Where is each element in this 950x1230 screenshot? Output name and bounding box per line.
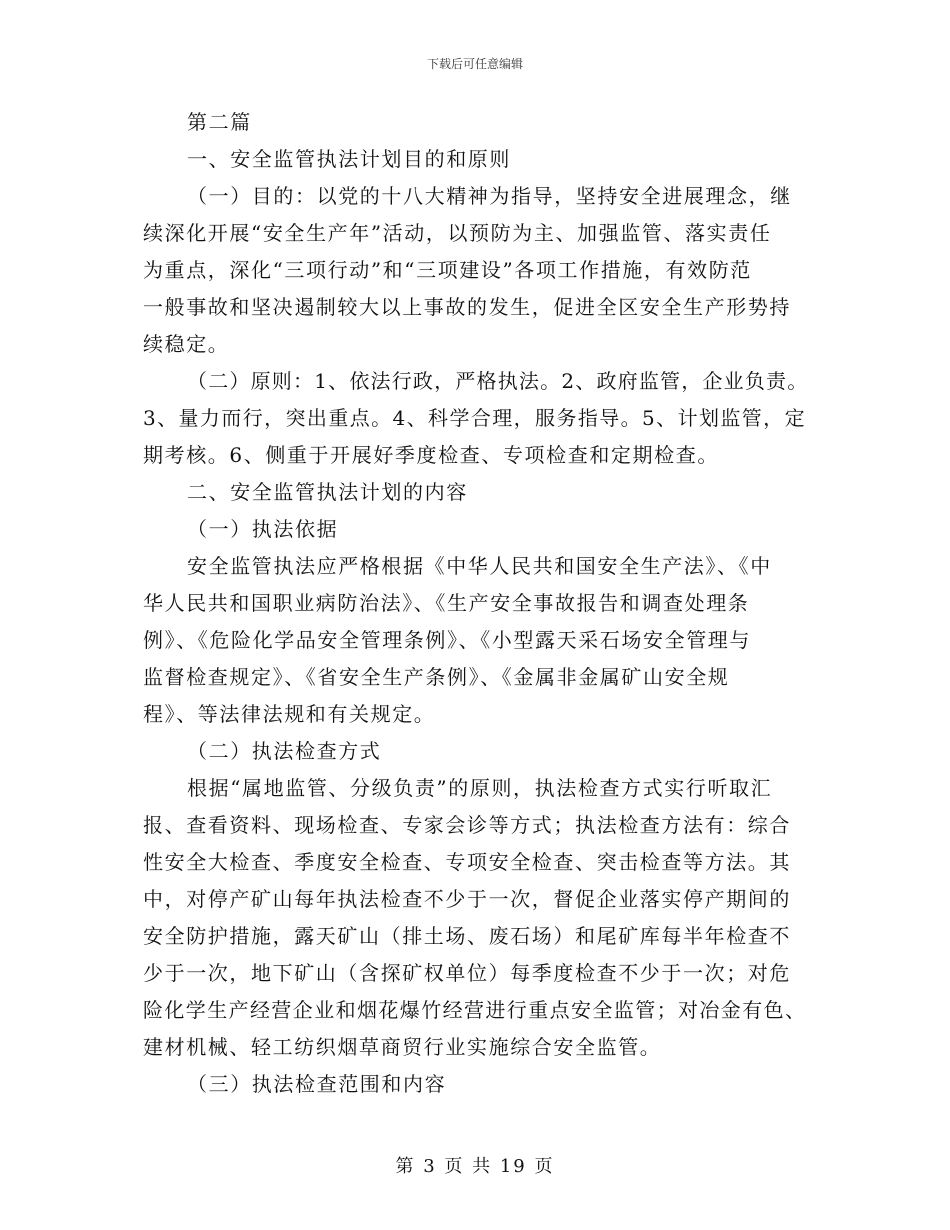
text-line: 报、查看资料、现场检查、专家会诊等方式；执法检查方法有：综合 xyxy=(143,813,791,837)
text-line: （一）目的：以党的十八大精神为指导，坚持安全进展理念，继 xyxy=(187,184,792,208)
page-header: 下载后可任意编辑 xyxy=(426,57,523,71)
text-line: （三）执法检查范围和内容 xyxy=(187,1072,447,1096)
text-line: 为重点，深化“三项行动”和“三项建设”各项工作措施，有效防范 xyxy=(143,258,752,282)
text-line: 第二篇 xyxy=(187,110,252,134)
text-line: 程》、等法律法规和有关规定。 xyxy=(143,702,436,726)
document-body xyxy=(143,104,808,1103)
text-line: 建材机械、轻工纺织烟草商贸行业实施综合安全监管。 xyxy=(143,1035,662,1059)
page-footer: 第 3 页 共 19 页 xyxy=(395,1156,555,1177)
text-line: 例》、《危险化学品安全管理条例》、《小型露天采石场安全管理与 xyxy=(143,628,751,652)
text-line: （二）原则：1、依法行政，严格执法。2、政府监管，企业负责。 xyxy=(187,369,809,393)
text-line: （二）执法检查方式 xyxy=(187,739,382,763)
text-line: 3、量力而行，突出重点。4、科学合理，服务指导。5、计划监管，定 xyxy=(143,406,806,430)
text-line: 一、安全监管执法计划目的和原则 xyxy=(187,147,511,171)
text-line: 少于一次，地下矿山（含探矿权单位）每季度检查不少于一次；对危 xyxy=(143,961,791,985)
text-line: 期考核。6、侧重于开展好季度检查、专项检查和定期检查。 xyxy=(143,443,719,467)
text-line: 二、安全监管执法计划的内容 xyxy=(187,480,468,504)
text-line: 安全防护措施，露天矿山（排土场、废石场）和尾矿库每半年检查不 xyxy=(143,924,791,948)
text-line: 中，对停产矿山每年执法检查不少于一次，督促企业落实停产期间的 xyxy=(143,887,791,911)
text-line: 一般事故和坚决遏制较大以上事故的发生，促进全区安全生产形势持 xyxy=(143,295,791,319)
text-line: 险化学生产经营企业和烟花爆竹经营进行重点安全监管；对冶金有色、 xyxy=(143,998,807,1022)
text-line: 监督检查规定》、《省安全生产条例》、《金属非金属矿山安全规 xyxy=(143,665,730,689)
text-line: 续深化开展“安全生产年”活动，以预防为主、加强监管、落实责任 xyxy=(143,221,772,245)
text-line: 根据“属地监管、分级负责”的原则，执法检查方式实行听取汇 xyxy=(187,776,773,800)
text-line: 华人民共和国职业病防治法》、《生产安全事故报告和调查处理条 xyxy=(143,591,750,615)
text-line: （一）执法依据 xyxy=(187,517,339,541)
text-line: 续稳定。 xyxy=(143,332,230,356)
text-line: 性安全大检查、季度安全检查、专项安全检查、突击检查等方法。其 xyxy=(143,850,791,874)
text-line: 安全监管执法应严格根据《中华人民共和国安全生产法》、《中 xyxy=(187,554,772,578)
